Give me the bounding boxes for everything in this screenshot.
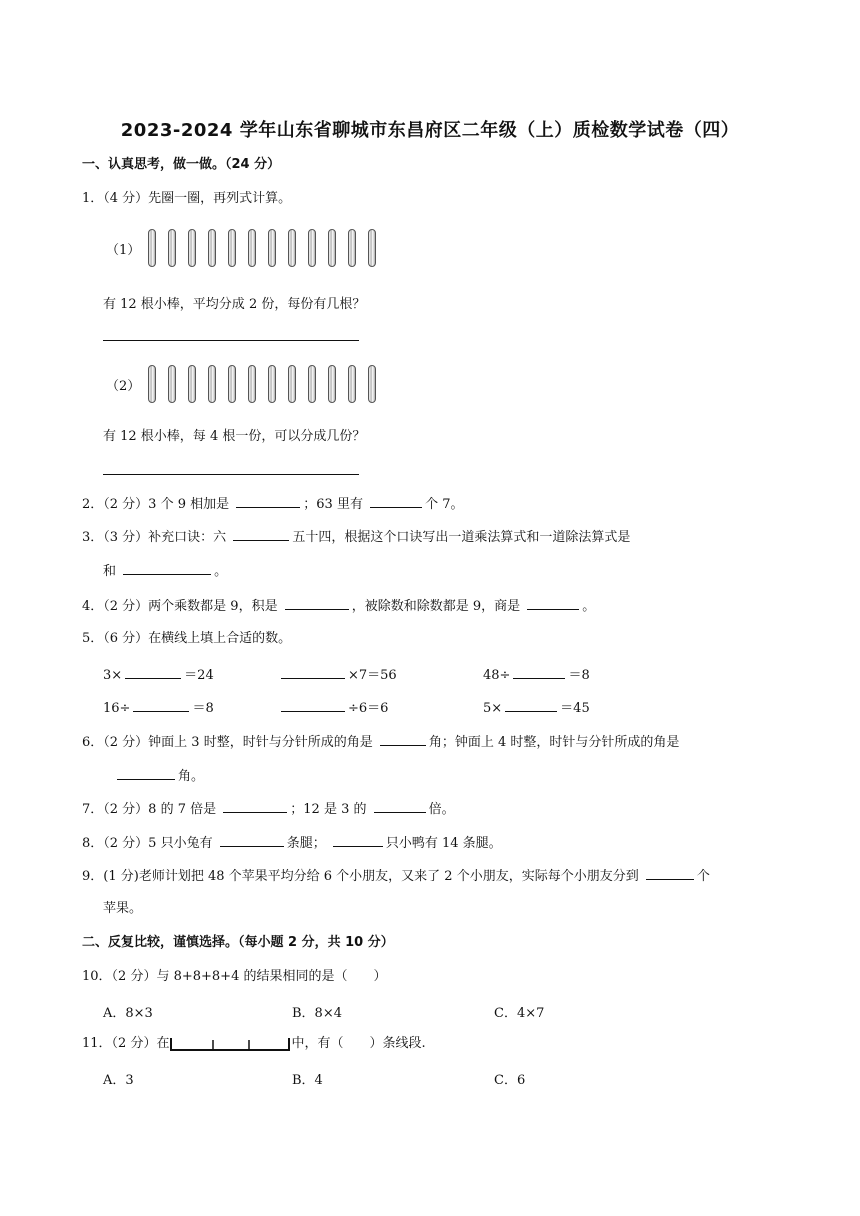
q11-option-b[interactable]: B．4 xyxy=(292,1073,323,1088)
stick-icon xyxy=(288,365,296,403)
sticks-group-2 xyxy=(106,362,388,406)
q7-text-b: ；12 是 3 的 xyxy=(290,802,367,817)
q6-text-a: 6．（2 分）钟面上 3 时整，时针与分针所成的角是 xyxy=(82,735,373,750)
q5-r1c1-a: 3× xyxy=(103,668,123,683)
q10-option-b[interactable]: B．8×4 xyxy=(292,1006,342,1021)
q3-text-a: 3．（3 分）补充口诀：六 xyxy=(82,530,227,545)
q5-r1c2-b: ×7＝56 xyxy=(348,668,397,683)
question-4 xyxy=(82,596,595,616)
stick-icon xyxy=(288,229,296,267)
question-2 xyxy=(82,494,464,514)
q11-option-a[interactable]: A．3 xyxy=(103,1073,134,1088)
stick-icon xyxy=(188,229,196,267)
question-3-line-1 xyxy=(82,527,630,547)
question-7 xyxy=(82,799,455,819)
q5-r1c3-b: ＝8 xyxy=(568,668,590,683)
question-11-stem xyxy=(82,1035,426,1053)
q2-blank-1[interactable] xyxy=(236,494,300,508)
stick-icon xyxy=(168,229,176,267)
stick-icon xyxy=(348,365,356,403)
q5-blank-r2c2[interactable] xyxy=(281,698,345,712)
stick-icon xyxy=(368,229,376,267)
q5-blank-r1c2[interactable] xyxy=(281,665,345,679)
answer-line-2[interactable] xyxy=(103,474,359,475)
q6-blank-1[interactable] xyxy=(380,732,426,746)
q5-eq-r1c2 xyxy=(278,665,397,685)
q5-blank-r2c3[interactable] xyxy=(505,698,557,712)
answer-line-1[interactable] xyxy=(103,340,359,341)
q4-text-b: ，被除数和除数都是 9，商是 xyxy=(351,599,521,614)
sticks-group-1 xyxy=(106,226,388,270)
q8-text-b: 条腿； xyxy=(286,836,326,851)
stick-icon xyxy=(368,365,376,403)
question-9-line-2: 苹果。 xyxy=(103,901,143,916)
stick-icon xyxy=(148,229,156,267)
q5-eq-r2c3 xyxy=(483,698,590,718)
question-6-line-1 xyxy=(82,732,679,752)
question-10-stem: 10．（2 分）与 8+8+8+4 的结果相同的是（ ） xyxy=(82,969,387,984)
q5-blank-r1c1[interactable] xyxy=(125,665,181,679)
sticks-2-label: （2） xyxy=(106,378,141,394)
stick-icon xyxy=(248,365,256,403)
q5-r2c3-b: ＝45 xyxy=(560,701,590,716)
q3-blank-1[interactable] xyxy=(233,527,289,541)
question-5-stem: 5．（6 分）在横线上填上合适的数。 xyxy=(82,631,292,646)
q6-text-c: 角。 xyxy=(178,769,205,784)
line-segment-figure xyxy=(169,1036,291,1052)
stick-icon xyxy=(328,229,336,267)
question-9-line-1 xyxy=(82,866,710,886)
q5-r2c1-b: ＝8 xyxy=(192,701,214,716)
stick-icon xyxy=(328,365,336,403)
q10-option-a[interactable]: A．8×3 xyxy=(103,1006,153,1021)
q5-r2c2-b: ÷6＝6 xyxy=(348,701,389,716)
q7-text-a: 7．（2 分）8 的 7 倍是 xyxy=(82,802,217,817)
q5-r2c3-a: 5× xyxy=(483,701,503,716)
q5-r1c1-b: ＝24 xyxy=(184,668,214,683)
question-3-line-2 xyxy=(103,561,227,581)
stick-icon xyxy=(268,365,276,403)
q2-blank-2[interactable] xyxy=(370,494,422,508)
stick-icon xyxy=(348,229,356,267)
stick-icon xyxy=(168,365,176,403)
q4-text-a: 4．（2 分）两个乘数都是 9，积是 xyxy=(82,599,278,614)
q5-eq-r1c1 xyxy=(103,665,214,685)
q5-eq-r2c2 xyxy=(278,698,388,718)
q7-blank-1[interactable] xyxy=(223,799,287,813)
q6-text-b: 角；钟面上 4 时整，时针与分针所成的角是 xyxy=(428,735,680,750)
question-6-line-2 xyxy=(114,766,204,786)
question-1-part-1: 有 12 根小棒，平均分成 2 份，每份有几根？ xyxy=(103,297,366,312)
q5-r2c1-a: 16÷ xyxy=(103,701,131,716)
q4-blank-1[interactable] xyxy=(285,596,349,610)
question-8 xyxy=(82,833,502,853)
stick-icon xyxy=(228,365,236,403)
q9-text-b: 个 xyxy=(696,869,710,884)
q9-blank-1[interactable] xyxy=(646,866,694,880)
section-2-heading: 二、反复比较，谨慎选择。（每小题 2 分，共 10 分） xyxy=(82,935,394,950)
question-1-part-2: 有 12 根小棒，每 4 根一份，可以分成几份？ xyxy=(103,429,366,444)
stick-icon xyxy=(248,229,256,267)
q3-text-d: 。 xyxy=(214,564,228,579)
section-1-heading: 一、认真思考，做一做。（24 分） xyxy=(82,157,281,172)
q7-text-c: 倍。 xyxy=(428,802,455,817)
stick-icon xyxy=(208,365,216,403)
question-1-stem: 1．（4 分）先圈一圈，再列式计算。 xyxy=(82,191,292,206)
q8-text-a: 8．（2 分）5 只小兔有 xyxy=(82,836,213,851)
q11-text-b: 中，有（ ）条线段. xyxy=(291,1036,426,1051)
q8-blank-1[interactable] xyxy=(220,833,284,847)
q8-text-c: 只小鸭有 14 条腿。 xyxy=(385,836,502,851)
stick-icon xyxy=(188,365,196,403)
page-title: 2023-2024 学年山东省聊城市东昌府区二年级（上）质检数学试卷（四） xyxy=(120,120,740,141)
q2-text-c: 个 7。 xyxy=(425,497,464,512)
q6-blank-2[interactable] xyxy=(117,766,175,780)
stick-icon xyxy=(308,229,316,267)
q3-text-b: 五十四，根据这个口诀写出一道乘法算式和一道除法算式是 xyxy=(292,530,631,545)
q5-blank-r1c3[interactable] xyxy=(513,665,565,679)
q11-option-c[interactable]: C．6 xyxy=(494,1073,526,1088)
q2-text-a: 2．（2 分）3 个 9 相加是 xyxy=(82,497,230,512)
q5-eq-r2c1 xyxy=(103,698,214,718)
q5-r1c3-a: 48÷ xyxy=(483,668,511,683)
q9-text-a: 9．(1 分)老师计划把 48 个苹果平均分给 6 个小朋友，又来了 2 个小朋友，实际每个小朋友分到 xyxy=(82,869,639,884)
stick-icon xyxy=(148,365,156,403)
q11-text-a: 11．（2 分）在 xyxy=(82,1036,170,1051)
q8-blank-2[interactable] xyxy=(333,833,383,847)
q3-text-c: 和 xyxy=(103,564,117,579)
q5-blank-r2c1[interactable] xyxy=(133,698,189,712)
sticks-1-label: （1） xyxy=(106,242,141,258)
q10-option-c[interactable]: C．4×7 xyxy=(494,1006,545,1021)
q4-text-c: 。 xyxy=(582,599,596,614)
q4-blank-2[interactable] xyxy=(527,596,579,610)
stick-icon xyxy=(308,365,316,403)
q7-blank-2[interactable] xyxy=(374,799,426,813)
q3-blank-2[interactable] xyxy=(123,561,211,575)
q2-text-b: ；63 里有 xyxy=(303,497,363,512)
stick-icon xyxy=(228,229,236,267)
stick-icon xyxy=(208,229,216,267)
q5-eq-r1c3 xyxy=(483,665,590,685)
stick-icon xyxy=(268,229,276,267)
